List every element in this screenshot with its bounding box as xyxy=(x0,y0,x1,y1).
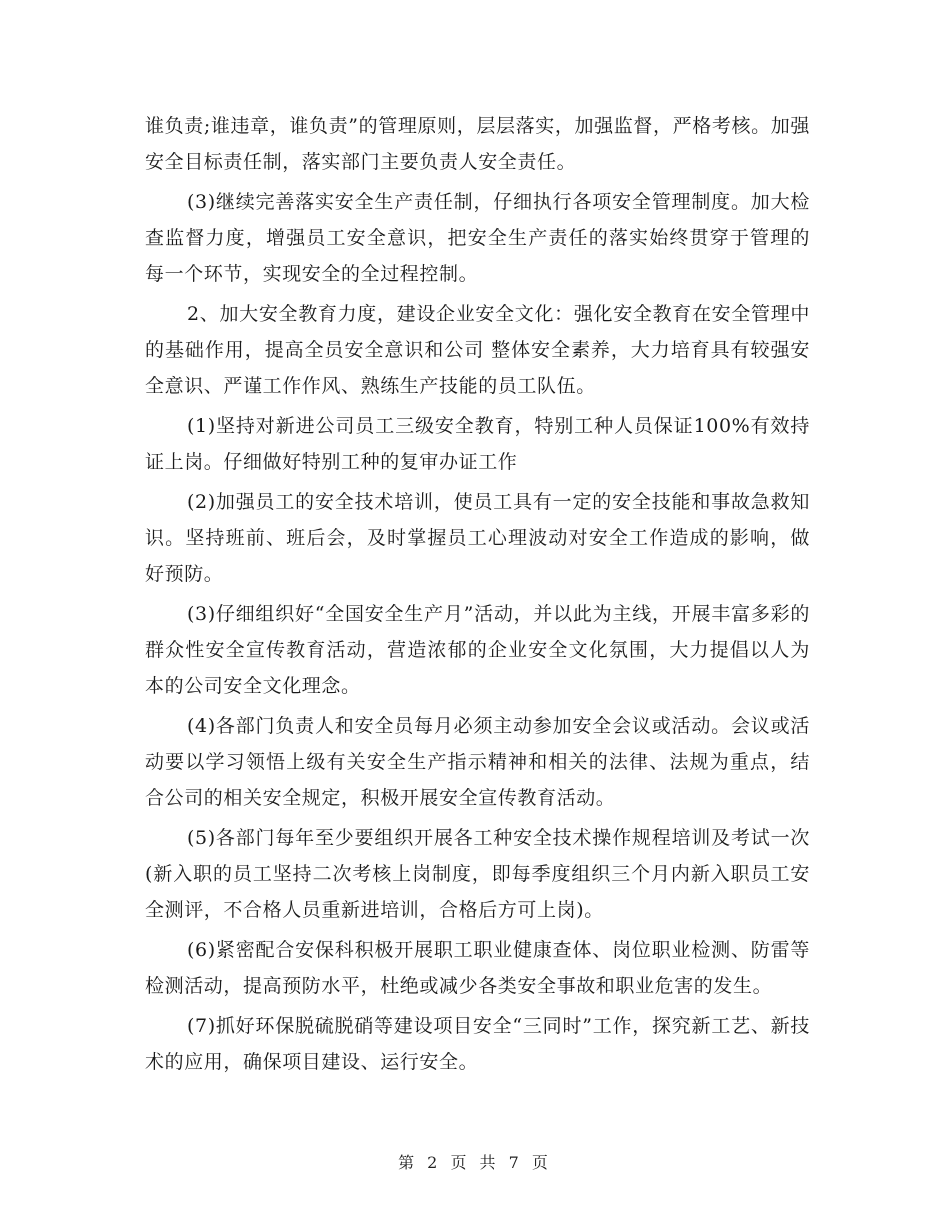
paragraph-item-6-health: (6)紧密配合安保科积极开展职工职业健康查体、岗位职业检测、防雷等检测活动，提高预防水平，杜绝或减少各类安全事故和职业危害的发生。 xyxy=(145,939,810,997)
paragraph-section-2-education: 2、加大安全教育力度，建设企业安全文化：强化安全教育在安全管理中的基础作用，提高全员安全意识和公司 整体安全素养，大力培育具有较强安全意识、严谨工作作风、熟练生产技能的员工队伍。 xyxy=(145,303,810,397)
paragraph-item-5-exams: (5)各部门每年至少要组织开展各工种安全技术操作规程培训及考试一次(新入职的员工坚持二次考核上岗制度，即每季度组织三个月内新入职员工安全测评，不合格人员重新进培训，合格后方可上岗)。 xyxy=(145,827,810,921)
paragraph-item-3-safety-month: (3)仔细组织好“全国安全生产月”活动，并以此为主线，开展丰富多彩的群众性安全宣传教育活动，营造浓郁的企业安全文化氛围，大力提倡以人为本的公司安全文化理念。 xyxy=(145,603,810,697)
page-footer: 第 2 页 共 7 页 xyxy=(398,1153,552,1172)
paragraph-item-7-projects: (7)抓好环保脱硫脱硝等建设项目安全“三同时”工作，探究新工艺、新技术的应用，确保项目建设、运行安全。 xyxy=(145,1015,810,1073)
paragraph-item-1-training: (1)坚持对新进公司员工三级安全教育，特别工种人员保证100%有效持证上岗。仔细做好特别工种的复审办证工作 xyxy=(145,415,810,473)
paragraph-item-2-skills: (2)加强员工的安全技术培训，使员工具有一定的安全技能和事故急救知识。坚持班前、班后会，及时掌握员工心理波动对安全工作造成的影响，做好预防。 xyxy=(145,491,810,585)
paragraph-continuation: 谁负责;谁违章，谁负责”的管理原则，层层落实，加强监督，严格考核。加强安全目标责任制，落实部门主要负责人安全责任。 xyxy=(145,115,810,173)
paragraph-item-3-responsibility: (3)继续完善落实安全生产责任制，仔细执行各项安全管理制度。加大检查监督力度，增强员工安全意识，把安全生产责任的落实始终贯穿于管理的每一个环节，实现安全的全过程控制。 xyxy=(145,191,810,285)
paragraph-item-4-meetings: (4)各部门负责人和安全员每月必须主动参加安全会议或活动。会议或活动要以学习领悟上级有关安全生产指示精神和相关的法律、法规为重点，结合公司的相关安全规定，积极开展安全宣传教育活动。 xyxy=(145,715,810,809)
document-body xyxy=(145,108,810,1084)
